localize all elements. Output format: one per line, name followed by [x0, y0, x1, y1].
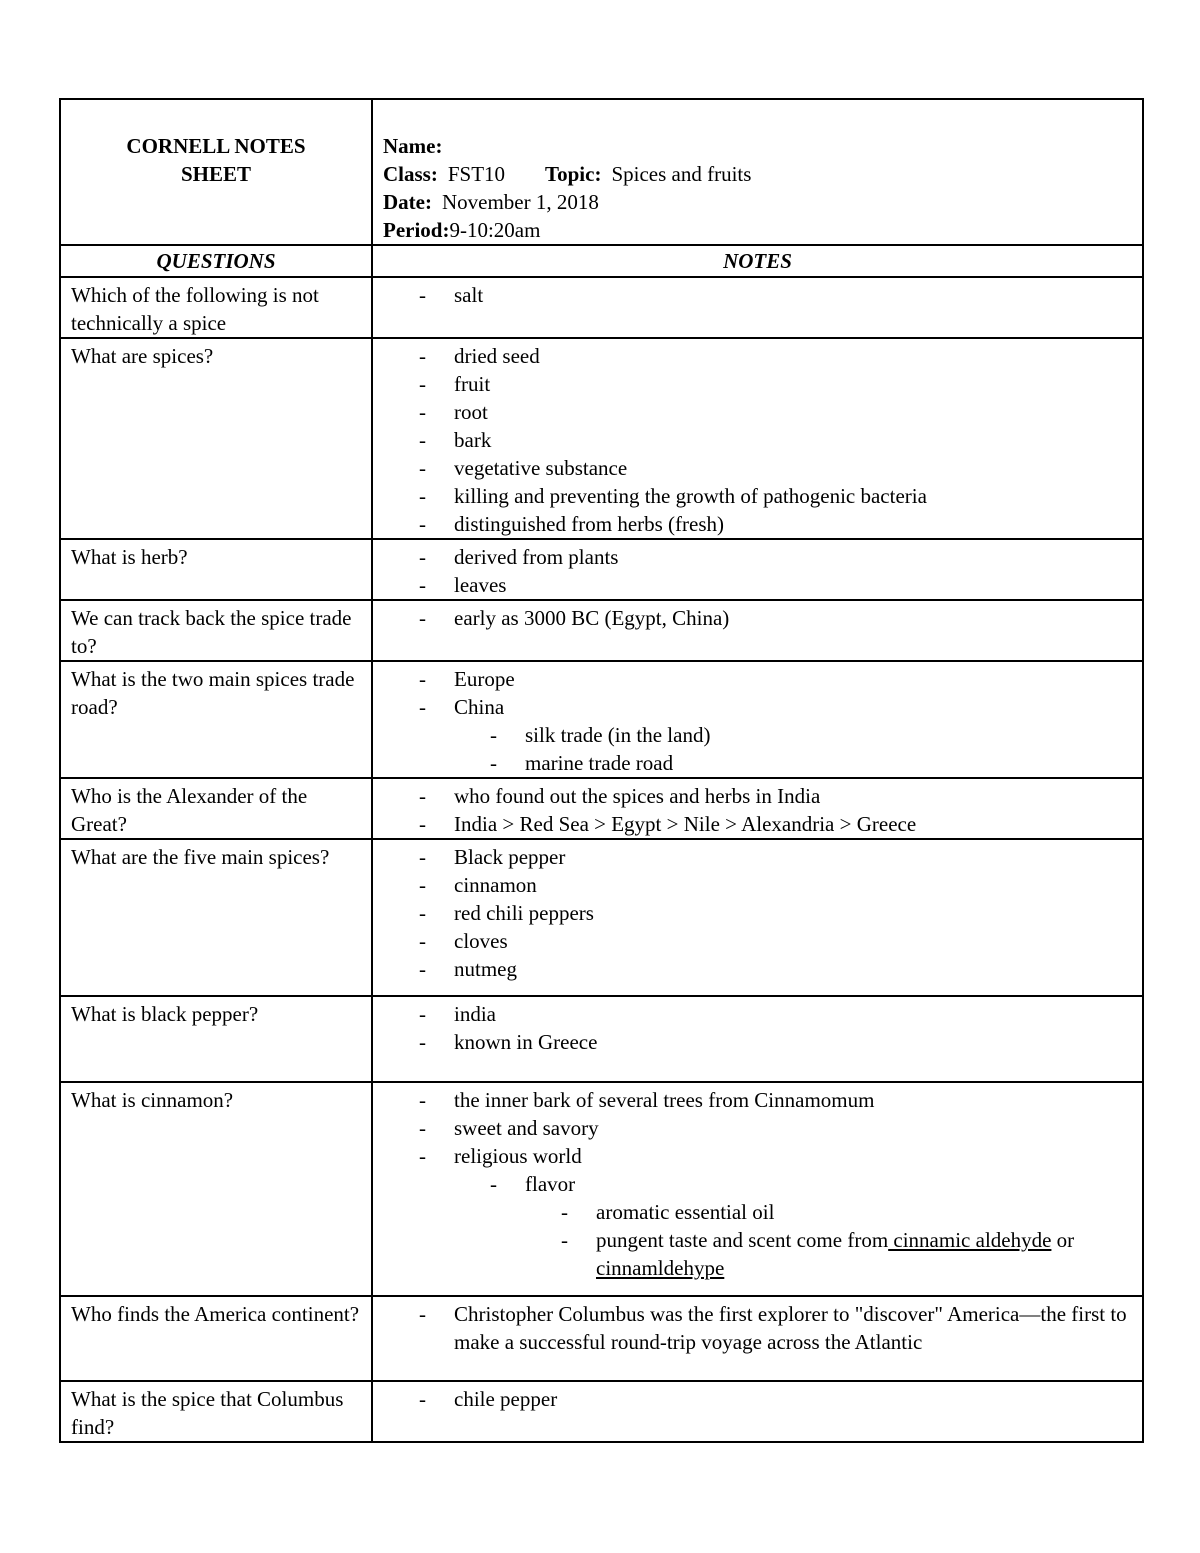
note-item: - aromatic essential oil: [561, 1198, 1132, 1226]
note-item: - root: [419, 398, 1132, 426]
note-item: - bark: [419, 426, 1132, 454]
table-row: [60, 839, 1143, 996]
table-row: [60, 539, 1143, 600]
table-row: [60, 277, 1143, 338]
notes-cell: [372, 1381, 1143, 1442]
note-item: - salt: [419, 281, 1132, 309]
notes-list: [419, 342, 1132, 538]
table-row: [60, 1381, 1143, 1442]
sheet-title-line-1: CORNELL NOTES: [126, 134, 306, 158]
question-cell: What are spices?: [60, 338, 372, 539]
questions-column-header: QUESTIONS: [60, 245, 372, 277]
notes-cell: [372, 1296, 1143, 1381]
table-row: [60, 1296, 1143, 1381]
notes-cell: [372, 996, 1143, 1082]
note-item: - known in Greece: [419, 1028, 1132, 1056]
notes-list: [419, 782, 1132, 838]
note-item: - india: [419, 1000, 1132, 1028]
question-cell: What is black pepper?: [60, 996, 372, 1082]
note-item: - flavor: [490, 1170, 1132, 1198]
date-value: November 1, 2018: [441, 190, 599, 214]
note-item: - sweet and savory: [419, 1114, 1132, 1142]
question-cell: What is herb?: [60, 539, 372, 600]
underlined-term: cinnamldehype: [596, 1256, 725, 1280]
name-label: Name:: [383, 134, 443, 158]
notes-cell: [372, 600, 1143, 661]
period-line: [383, 216, 1132, 244]
notes-column-header: NOTES: [372, 245, 1143, 277]
date-label: Date:: [383, 190, 432, 214]
question-cell: What are the five main spices?: [60, 839, 372, 996]
class-value: FST10: [447, 162, 506, 186]
question-cell: What is the two main spices trade road?: [60, 661, 372, 778]
notes-list: [419, 1000, 1132, 1056]
note-item: - leaves: [419, 571, 1132, 599]
name-line: [383, 132, 1132, 160]
note-item: - China: [419, 693, 1132, 721]
sheet-title-line-2: SHEET: [180, 162, 252, 186]
notes-cell: [372, 778, 1143, 839]
note-item: - nutmeg: [419, 955, 1132, 983]
note-item: - Europe: [419, 665, 1132, 693]
notes-cell: [372, 338, 1143, 539]
note-item: - India > Red Sea > Egypt > Nile > Alexandria > Greece: [419, 810, 1132, 838]
note-item: - killing and preventing the growth of pathogenic bacteria: [419, 482, 1132, 510]
question-cell: What is cinnamon?: [60, 1082, 372, 1296]
notes-list: [419, 1385, 1132, 1413]
table-row: [60, 661, 1143, 778]
question-cell: Who finds the America continent?: [60, 1296, 372, 1381]
notes-cell: [372, 839, 1143, 996]
notes-list: [419, 1086, 1132, 1282]
topic-label: Topic:: [545, 162, 602, 186]
question-cell: Which of the following is not technically a spice: [60, 277, 372, 338]
column-header-row: [60, 245, 1143, 277]
note-item: - fruit: [419, 370, 1132, 398]
table-row: [60, 338, 1143, 539]
notes-list: [419, 281, 1132, 309]
notes-list: [419, 665, 1132, 777]
header-row: [60, 99, 1143, 245]
period-value: 9-10:20am: [449, 218, 541, 242]
note-item: - religious world: [419, 1142, 1132, 1170]
note-item: - cinnamon: [419, 871, 1132, 899]
question-cell: Who is the Alexander of the Great?: [60, 778, 372, 839]
table-row: [60, 1082, 1143, 1296]
note-item: - Black pepper: [419, 843, 1132, 871]
notes-list: [419, 604, 1132, 632]
notes-cell: [372, 1082, 1143, 1296]
note-item: - red chili peppers: [419, 899, 1132, 927]
class-label: Class:: [383, 162, 438, 186]
question-cell: What is the spice that Columbus find?: [60, 1381, 372, 1442]
table-row: [60, 778, 1143, 839]
note-item: - distinguished from herbs (fresh): [419, 510, 1132, 538]
note-text: or: [1051, 1228, 1075, 1252]
note-item: - early as 3000 BC (Egypt, China): [419, 604, 1132, 632]
note-item: - vegetative substance: [419, 454, 1132, 482]
sheet-title: [60, 99, 372, 245]
note-item: [561, 1226, 1132, 1282]
table-row: [60, 996, 1143, 1082]
notes-list: [419, 1300, 1132, 1356]
period-label: Period:: [383, 218, 450, 242]
note-item: - marine trade road: [490, 749, 1132, 777]
notes-cell: [372, 539, 1143, 600]
date-line: [383, 188, 1132, 216]
underlined-term: cinnamic aldehyde: [888, 1228, 1052, 1252]
notes-list: [419, 543, 1132, 599]
note-item: - cloves: [419, 927, 1132, 955]
note-item: - Christopher Columbus was the first explorer to "discover" America—the first to make a successful round-trip voyage across the Atlantic: [419, 1300, 1132, 1356]
sheet-info: [372, 99, 1143, 245]
notes-cell: [372, 661, 1143, 778]
notes-cell: [372, 277, 1143, 338]
topic-value: Spices and fruits: [611, 162, 752, 186]
cornell-notes-table: [59, 98, 1144, 1443]
note-item: - silk trade (in the land): [490, 721, 1132, 749]
note-item: - derived from plants: [419, 543, 1132, 571]
note-item: - who found out the spices and herbs in India: [419, 782, 1132, 810]
note-text: pungent taste and scent come from: [596, 1228, 889, 1252]
note-item: - dried seed: [419, 342, 1132, 370]
table-row: [60, 600, 1143, 661]
note-item: - the inner bark of several trees from Cinnamomum: [419, 1086, 1132, 1114]
note-item: - chile pepper: [419, 1385, 1132, 1413]
question-cell: We can track back the spice trade to?: [60, 600, 372, 661]
class-line: [383, 160, 1132, 188]
notes-list: [419, 843, 1132, 983]
